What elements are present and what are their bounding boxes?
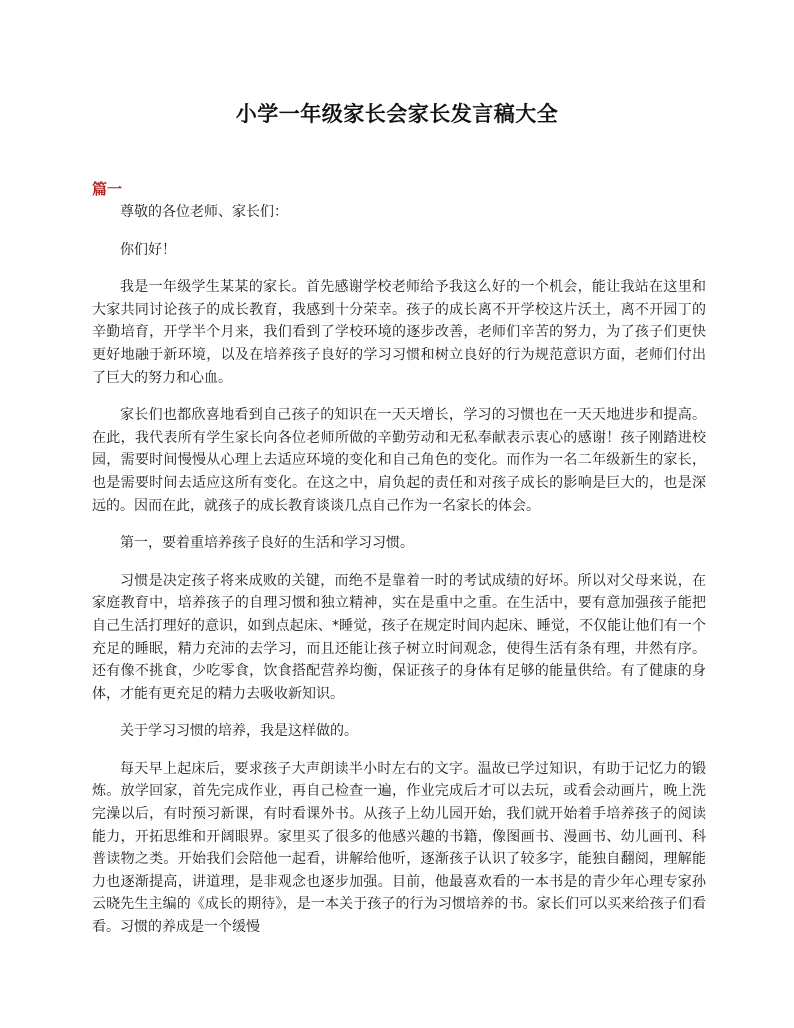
paragraph-introduction: 我是一年级学生某某的家长。首先感谢学校老师给予我这么好的一个机会，能让我站在这里和大家共同讨论孩子的成长教育，我感到十分荣幸。孩子的成长离不开学校这片沃土，离不开园丁的辛勤培育，开学半个月来，我们看到了学校环境的逐步改善，老师们辛苦的努力，为了孩子们更快更好地融于新环境，以及在培养孩子良好的学习习惯和树立良好的行为规范意识方面，老师们付出了巨大的努力和心血。 [92, 279, 706, 386]
paragraph-point-one: 第一，要着重培养孩子良好的生活和学习习惯。 [120, 535, 414, 552]
paragraph-gratitude: 家长们也都欣喜地看到自己孩子的知识在一天天增长，学习的习惯也在一天天地进步和提高。在此，我代表所有学生家长向各位老师所做的辛勤劳动和无私奉献表示衷心的感谢！孩子刚踏进校园，需要时间慢慢从心理上去适应环境的变化和自己角色的变化。而作为一名二年级新生的家长，也是需要时间去适应这所有变化。在这之中，肩负起的责任和对孩子成长的影响是巨大的，也是深远的。因而在此，就孩子的成长教育谈谈几点自己作为一名家长的体会。 [92, 407, 706, 514]
document-title: 小学一年级家长会家长发言稿大全 [235, 101, 559, 126]
document-body [92, 201, 706, 954]
paragraph-hello: 你们好！ [120, 241, 176, 258]
paragraph-daily-routine: 每天早上起床后，要求孩子大声朗读半小时左右的文字。温故已学过知识，有助于记忆力的锻炼。放学回家，首先完成作业，再自己检查一遍，作业完成后才可以去玩，或看会动画片，晚上洗完澡以后，有时预习新课，有时看课外书。从孩子上幼儿园开始，我们就开始着手培养孩子的阅读能力，开拓思维和开阔眼界。家里买了很多的他感兴趣的书籍，像图画书、漫画书、幼儿画刊、科普读物之类。开始我们会陪他一起看，讲解给他听，逐渐孩子认识了较多字，能独自翻阅，理解能力也逐渐提高，讲道理，是非观念也逐步加强。目前，他最喜欢看的一本书是的青少年心理专家孙云晓先生主编的《成长的期待》，是一本关于孩子的行为习惯培养的书。家长们可以买来给孩子们看看。习惯的养成是一个缓慢 [92, 760, 706, 936]
paragraph-greeting: 尊敬的各位老师、家长们： [120, 204, 288, 220]
paragraph-habits: 习惯是决定孩子将来成败的关键，而绝不是靠着一时的考试成绩的好坏。所以对父母来说，在家庭教育中，培养孩子的自理习惯和独立精神，实在是重中之重。在生活中，要有意加强孩子能把自己生活打理好的意识，如到点起床、*睡觉，孩子在规定时间内起床、睡觉，不仅能让他们有一个充足的睡眠，精力充沛的去学习，而且还能让孩子树立时间观念，使得生活有条有理，井然有序。还有像不挑食，少吃零食，饮食搭配营养均衡，保证孩子的身体有足够的能量供给。有了健康的身体，才能有更充足的精力去吸收新知识。 [92, 572, 706, 702]
section-heading: 篇一 [92, 180, 123, 198]
paragraph-study-habits-intro: 关于学习习惯的培养，我是这样做的。 [120, 723, 358, 740]
